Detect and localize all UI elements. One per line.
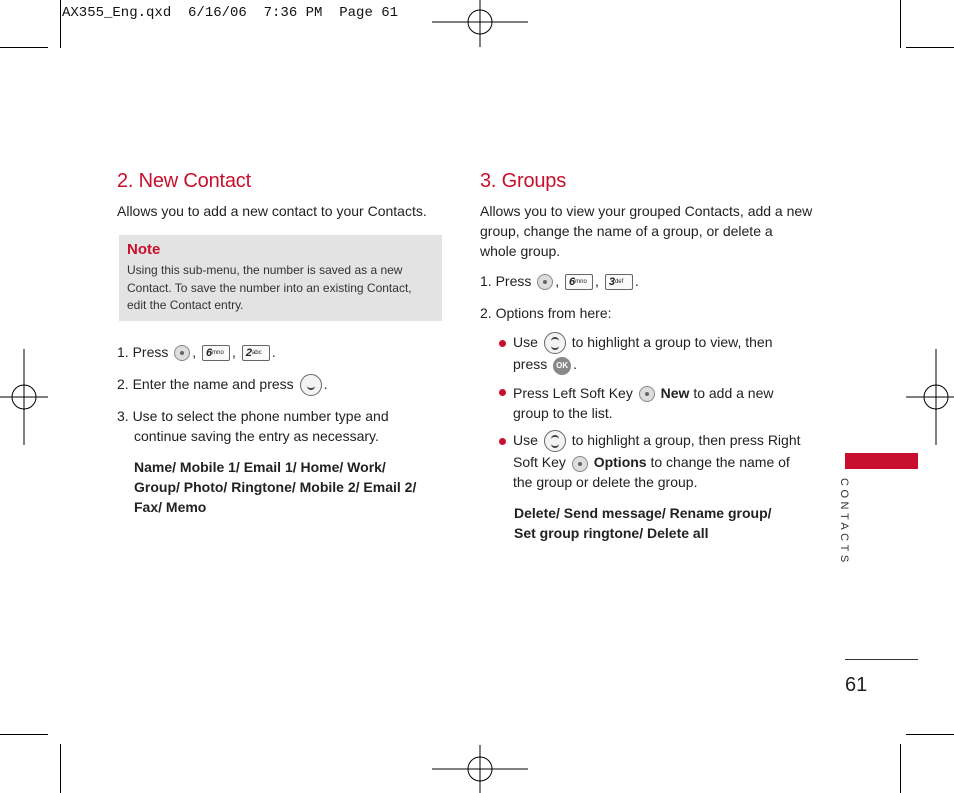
navigation-key-icon xyxy=(544,430,566,452)
note-title: Note xyxy=(127,241,161,258)
groups-option-view: Use to highlight a group to view, then press OK . xyxy=(513,332,773,375)
groups-intro: Allows you to view your grouped Contacts, add a new group, change the name of a group, or delete a whole group. xyxy=(480,203,813,259)
groups-option-new: Press Left Soft Key New to add a new group to the list. xyxy=(513,385,774,421)
number-key-6-icon: $6^{mno}$ xyxy=(565,274,593,290)
groups-step-1: 1. Press , $6^{mno}$ , $3^{def}$ . xyxy=(480,273,639,289)
bullet-icon xyxy=(499,340,506,347)
page-number-rule xyxy=(845,659,918,660)
new-contact-step-3: 3. Use to select the phone number type and continue saving the entry as necessary. xyxy=(117,408,389,444)
groups-step-2: 2. Options from here: xyxy=(480,305,612,321)
ok-key-icon: OK xyxy=(553,357,571,375)
contact-fields-list: Name/ Mobile 1/ Email 1/ Home/ Work/ Group/ Photo/ Ringtone/ Mobile 2/ Email 2/ Fax/ Memo xyxy=(134,459,417,515)
groups-heading: 3. Groups xyxy=(480,170,567,192)
end-key-icon xyxy=(300,374,322,396)
new-contact-heading: 2. New Contact xyxy=(117,170,251,192)
section-tab xyxy=(845,453,918,469)
soft-key-icon xyxy=(572,456,588,472)
note-box xyxy=(119,235,442,321)
soft-key-icon xyxy=(639,386,655,402)
navigation-key-icon xyxy=(544,332,566,354)
groups-option-options: Use to highlight a group, then press Right Soft Key Options to change the name of the group or delete the group. xyxy=(513,432,801,491)
page-number: 61 xyxy=(845,674,868,696)
bullet-icon xyxy=(499,389,506,396)
number-key-2-icon: $2^{abc}$ xyxy=(242,345,270,361)
select-key-icon xyxy=(174,345,190,361)
new-contact-step-1: 1. Press , $6^{mno}$ , $2^{abc}$ . xyxy=(117,344,276,360)
bullet-icon xyxy=(499,438,506,445)
print-slug: AX355_Eng.qxd 6/16/06 7:36 PM Page 61 xyxy=(62,5,399,21)
new-contact-intro: Allows you to add a new contact to your Contacts. xyxy=(117,203,427,219)
note-text: Using this sub-menu, the number is saved as a new Contact. To save the number into an existing Contact, edit the Contact entry. xyxy=(127,263,412,312)
group-options-list: Delete/ Send message/ Rename group/ Set group ringtone/ Delete all xyxy=(514,505,772,541)
number-key-6-icon: $6^{mno}$ xyxy=(202,345,230,361)
number-key-3-icon: $3^{def}$ xyxy=(605,274,633,290)
section-label: CONTACTS xyxy=(838,478,850,566)
new-contact-step-2: 2. Enter the name and press . xyxy=(117,374,327,396)
select-key-icon xyxy=(537,274,553,290)
